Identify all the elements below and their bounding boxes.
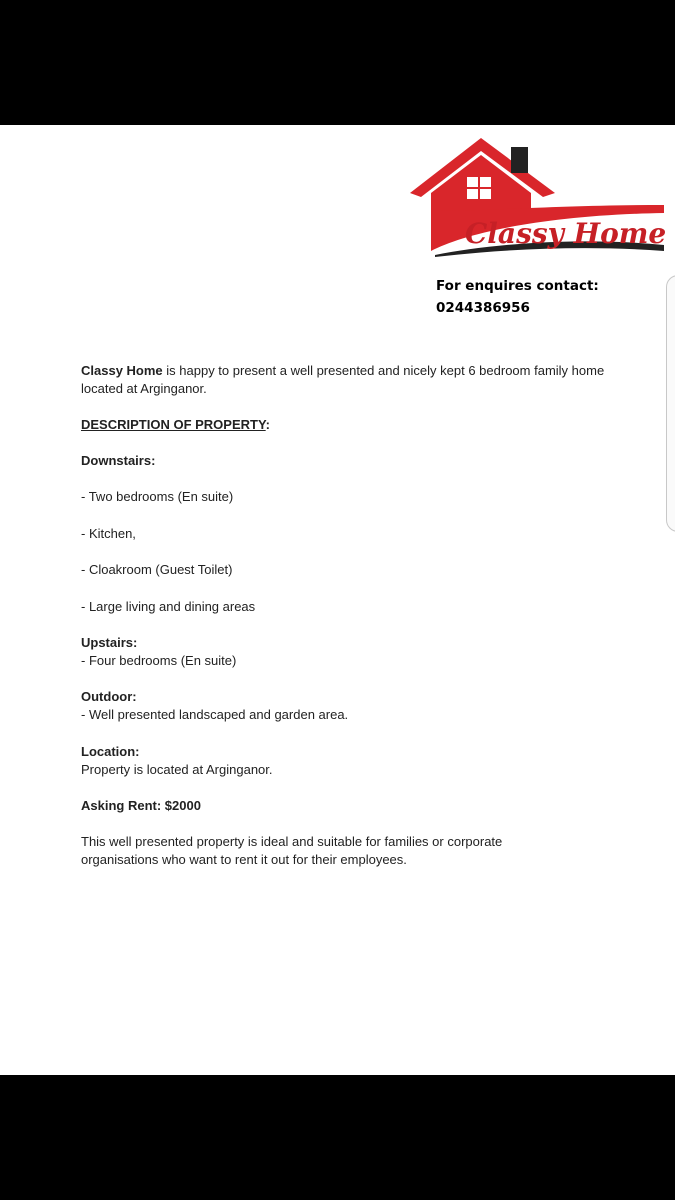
contact-phone: 0244386956 — [436, 300, 530, 316]
contact-block — [436, 275, 599, 319]
logo-brand-text: Classy Home — [465, 217, 667, 250]
next-page-edge — [666, 275, 675, 532]
downstairs-item: - Cloakroom (Guest Toilet) — [81, 562, 233, 577]
contact-label: For enquires contact: — [436, 278, 599, 294]
downstairs-item: - Kitchen, — [81, 526, 136, 541]
upstairs-heading: Upstairs: — [81, 635, 138, 650]
location-heading: Location: — [81, 744, 140, 759]
top-black-bar — [0, 0, 675, 125]
asking-rent: Asking Rent: $2000 — [81, 798, 201, 813]
bottom-black-bar — [0, 1075, 675, 1200]
downstairs-heading: Downstairs: — [81, 453, 156, 468]
outdoor-heading: Outdoor: — [81, 689, 137, 704]
outdoor-item: - Well presented landscaped and garden area. — [81, 707, 349, 722]
closing-paragraph: This well presented property is ideal and suitable for families or corporate organisations who want to rent it out for their employees. — [81, 834, 503, 867]
downstairs-item: - Two bedrooms (En suite) — [81, 489, 234, 504]
upstairs-item: - Four bedrooms (En suite) — [81, 653, 237, 668]
intro-brand: Classy Home — [81, 363, 163, 378]
description-heading: DESCRIPTION OF PROPERTY: — [81, 417, 271, 432]
downstairs-item: - Large living and dining areas — [81, 599, 256, 614]
classy-home-logo — [405, 133, 667, 263]
document-page — [0, 125, 675, 1075]
intro-paragraph — [81, 362, 621, 398]
intro-text: is happy to present a well presented and nicely kept 6 bedroom family home located at Arginganor. — [81, 363, 605, 396]
location-text: Property is located at Arginganor. — [81, 762, 273, 777]
